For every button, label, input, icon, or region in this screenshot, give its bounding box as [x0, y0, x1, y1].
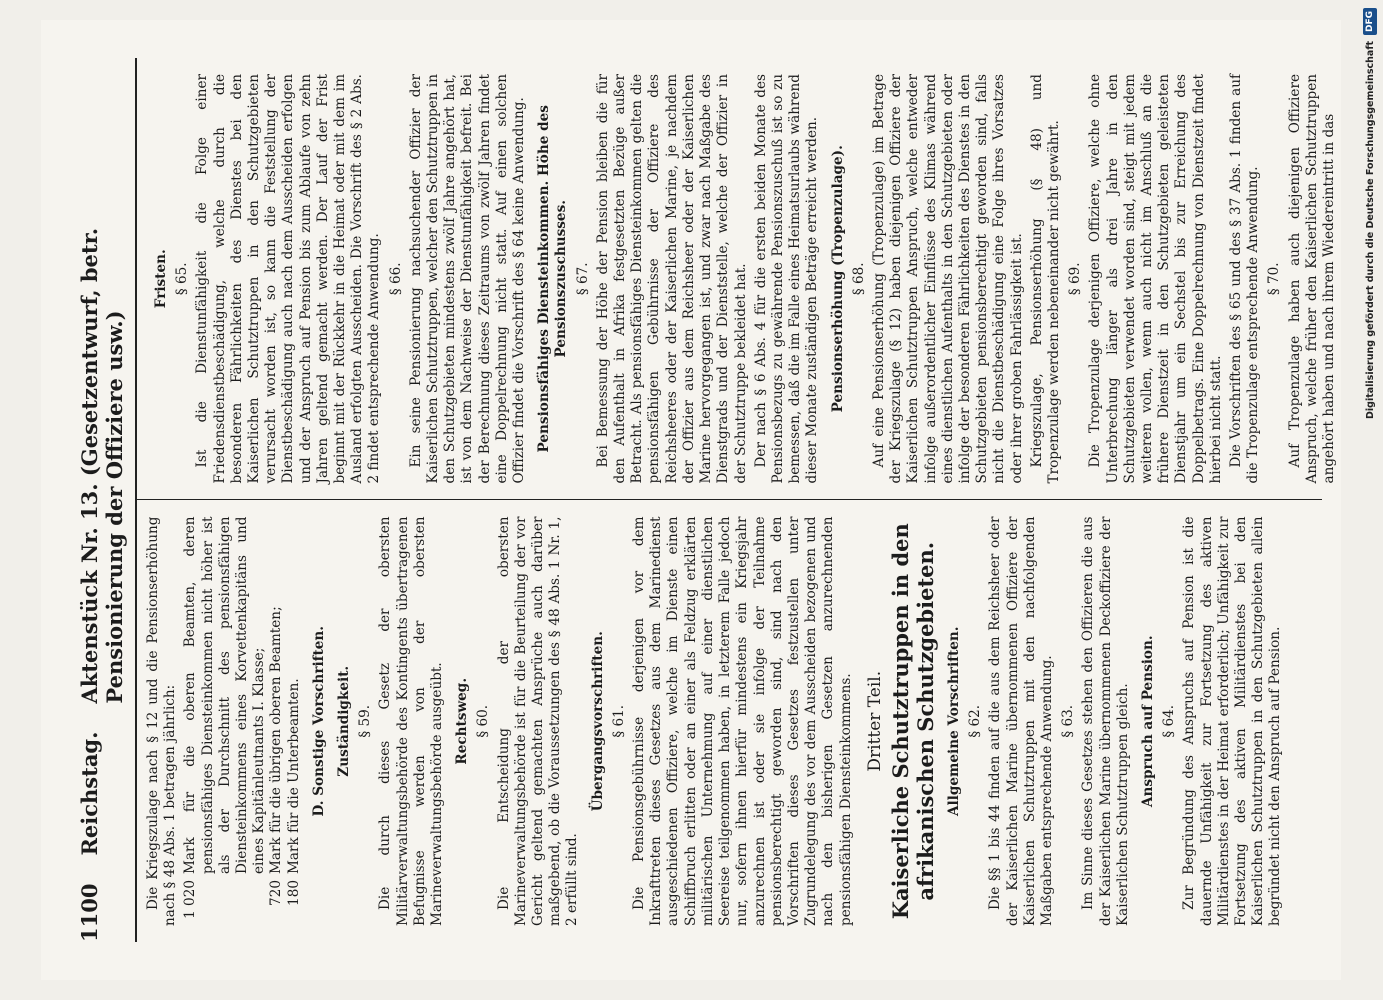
- digitization-credit: Digitalisierung gefördert durch die Deutsche Forschungsgemeinschaft: [1364, 41, 1376, 419]
- text-columns: [137, 58, 1337, 942]
- paragraph-text: Die Entscheidung der obersten Marineverwaltungsbehörde ist für die Beurteilung der vor Gericht geltend gemachten Ansprüche auch darüber maßgebend, ob die Voraussetzungen des § 48 Abs. 1 Nr. 1, 2 erfüllt sind.: [495, 516, 581, 926]
- amount: 1 020: [182, 880, 199, 919]
- paragraph-number: § 66.: [387, 262, 404, 296]
- page-header: [67, 58, 135, 942]
- paragraph-number: § 68.: [850, 262, 867, 296]
- amount-text: Mark für die Unterbeamten.: [285, 678, 302, 874]
- dfg-logo: DFG: [1363, 8, 1377, 35]
- paragraph-number: § 61.: [610, 704, 627, 738]
- intro-paragraph: Die Kriegszulage nach § 12 und die Pensionserhöhung nach § 48 Abs. 1 betragen jährlich:: [145, 516, 179, 926]
- paragraph-text: Auf eine Pensionserhöhung (Tropenzulage) im Betrage der Kriegszulage (§ 12) haben diejenigen Offiziere der Kaiserlichen Schutztruppen Anspruch, welche entweder infolge außerordentlicher Einflüsse des Klimas während eines dienstlichen Aufenthalts in den Schutzgebieten oder infolge der besonderen Fährlichkeiten des Dienstes in den Schutzgebieten pensionsberechtigt geworden sind, falls nicht die Dienstbeschädigung eine Folge ihres Vorsatzes oder ihrer groben Fahrlässigkeit ist.: [870, 74, 1025, 484]
- paragraph-number: § 64.: [1161, 704, 1178, 738]
- part-title: Kaiserliche Schutztruppen in den afrikanischen Schutzgebieten.: [887, 523, 938, 920]
- paragraph-text: Kriegszulage, Pensionserhöhung (§ 48) und Tropenzulage werden nebeneinander nicht gewährt.: [1028, 74, 1062, 484]
- subheading: Pensionserhöhung (Tropenzulage).: [829, 145, 846, 413]
- subheading: Pensionsfähiges Diensteinkommen. Höhe des Pensionszuschusses.: [536, 105, 570, 453]
- column-right: [137, 58, 1337, 501]
- paragraph-number: § 60.: [475, 704, 492, 738]
- subheading: Anspruch auf Pension.: [1139, 635, 1156, 808]
- paragraph-text: Ist die Dienstunfähigkeit die Folge einer Friedensdienstbeschädigung, welche durch die besonderen Fährlichkeiten des Dienstes bei den Kaiserlichen Schutztruppen in den Schutzgebieten verursacht worden ist, so kann die Feststellung der Dienstbeschädigung auch nach dem Ausscheiden erfolgen und der Anspruch auf Pension bis zum Ablaufe von zehn Jahren geltend gemacht werden. Der Lauf der Frist beginnt mit der Rückkehr in die Heimat oder mit dem im Ausland erfolgten Ausscheiden. Die Vorschrift des § 2 Abs. 2 findet entsprechende Anwendung.: [194, 74, 383, 484]
- paragraph-text: Die durch dieses Gesetz der obersten Militärverwaltungsbehörde des Kontingents übertragenen Befugnisse werden von der obersten Marineverwaltungsbehörde ausgeübt.: [377, 516, 446, 926]
- amount: 720: [268, 880, 285, 906]
- amount: 180: [285, 880, 302, 906]
- column-left: [137, 501, 1322, 943]
- subheading: Rechtsweg.: [454, 677, 471, 765]
- paragraph-number: § 69.: [1067, 262, 1084, 296]
- paragraph-number: § 65.: [174, 262, 191, 296]
- amount-text: Mark für die übrigen oberen Beamten;: [268, 606, 285, 874]
- paragraph-number: § 63.: [1060, 704, 1077, 738]
- amount-text: Mark für die oberen Beamten, deren pensionsfähiges Diensteinkommen nicht höher ist als der Durchschnitt des pensionsfähigen Diensteinkommens eines Korvettenkapitäns und eines Kapitänleutnants I. Klasse;: [182, 516, 268, 874]
- part-label: Dritter Teil.: [864, 670, 885, 772]
- paragraph-text: Die Vorschriften des § 65 und des § 37 Abs. 1 finden auf die Tropenzulage entsprechende Anwendung.: [1227, 74, 1262, 484]
- section-heading: D. Sonstige Vorschriften.: [310, 625, 327, 817]
- paragraph-text: Die Tropenzulage derjenigen Offiziere, welche ohne Unterbrechung länger als drei Jahre in den Schutzgebieten verwendet worden sind, steigt mit jedem weiteren vollen, wenn auch nicht im Anschluß an die frühere Dienstzeit in den Schutzgebieten geleisteten Dienstjahr um ein Sechstel bis zur Erreichung des Doppelbetrags. Eine Doppelrechnung von Dienstzeit findet hierbei nicht statt.: [1087, 74, 1224, 484]
- paragraph-text: Zur Begründung des Anspruchs auf Pension ist die dauernde Unfähigkeit zur Fortsetzung des aktiven Militärdienstes in der Heimat erforderlich; Unfähigkeit zur Fortsetzung des aktiven Militärdienstes bei den Kaiserlichen Schutztruppen in den Schutzgebieten allein begründet nicht den Anspruch auf Pension.: [1181, 516, 1284, 926]
- paragraph-text: Im Sinne dieses Gesetzes stehen den Offizieren die aus der Kaiserlichen Marine übernommenen Deckoffiziere der Kaiserlichen Schutztruppen gleich.: [1080, 516, 1131, 926]
- paragraph-text: Die Pensionsgebührnisse derjenigen vor dem Inkrafttreten dieses Gesetzes aus dem Marinedienst ausgeschiedenen Offiziere, welche im Dienste einen Schiffbruch erlitten oder an einer als Feldzug erklärten militärischen Unternehmung auf einer dienstlichen Seereise teilgenommen haben, in letzterem Falle jedoch nur, sofern ihnen hierfür mindestens ein Kriegsjahr anzurechnen ist oder sie infolge der Teilnahme pensionsberechtigt geworden sind, sind nach den Vorschriften dieses Gesetzes festzustellen unter Zugrundelegung des vor dem Ausscheiden bezogenen und nach den bisherigen Gesetzen anzurechnenden pensionsfähigen Diensteinkommens.: [631, 516, 854, 926]
- paragraph-number: § 70.: [1266, 262, 1283, 296]
- header-title: Aktenstück Nr. 13. (Gesetzentwurf, betr. Pensionierung der Offiziere usw.): [77, 227, 127, 704]
- paragraph-text: Bei Bemessung der Höhe der Pension bleiben die für den Aufenthalt in Afrika festgesetzten Bezüge außer Betracht. Als pensionsfähiges Diensteinkommen gelten die pensionsfähigen Gebührnisse der Offiziere des Reichsheeres oder der Kaiserlichen Marine, je nachdem der Offizier aus dem Reichsheer oder der Kaiserlichen Marine hervorgegangen ist, und zwar nach Maßgabe des Dienstgrads und der Dienststelle, welche der Offizier in der Schutztruppe bekleidet hat.: [594, 74, 749, 484]
- amount-list: [182, 517, 302, 927]
- page-number: 1100: [77, 883, 102, 942]
- paragraph-text: Ein seine Pensionierung nachsuchender Offizier der Kaiserlichen Schutztruppen, welcher den Schutztruppen in den Schutzgebieten mindestens zwölf Jahre angehört hat, ist von dem Nachweise der Dienstunfähigkeit befreit. Bei der Berechnung dieses Zeitraums von zwölf Jahren findet eine Doppelrechnung nicht statt. Auf einen solchen Offizier findet die Vorschrift des § 64 keine Anwendung.: [407, 74, 528, 484]
- subheading: Allgemeine Vorschriften.: [945, 626, 962, 817]
- document-page: [41, 20, 1341, 980]
- paragraph-number: § 62.: [967, 704, 984, 738]
- paragraph-text: Der nach § 6 Abs. 4 für die ersten beiden Monate des Pensionsbezugs zu gewährende Pensionszuschuß ist so zu bemessen, daß die im Falle eines Heimatsurlaubs während dieser Monate zuständigen Beträge erreicht werden.: [752, 74, 821, 484]
- paragraph-number: § 59.: [357, 704, 374, 738]
- subheading: Zuständigkeit.: [336, 665, 353, 777]
- paragraph-text: Auf Tropenzulage haben auch diejenigen Offiziere Anspruch, welche früher den Kaiserlichen Schutztruppen angehört haben und nach ihrem Wiedereintritt in das: [1286, 74, 1337, 484]
- header-left: Reichstag.: [77, 731, 102, 856]
- paragraph-number: § 67.: [574, 262, 591, 296]
- subheading: Fristen.: [153, 249, 169, 309]
- paragraph-text: Die §§ 1 bis 44 finden auf die aus dem Reichsheer oder der Kaiserlichen Marine übernommenen Offiziere der Kaiserlichen Schutztruppen mit den nachfolgenden Maßgaben entsprechende Anwendung.: [987, 516, 1055, 926]
- digitization-note: [1359, 8, 1381, 992]
- subheading: Übergangsvorschriften.: [589, 631, 606, 812]
